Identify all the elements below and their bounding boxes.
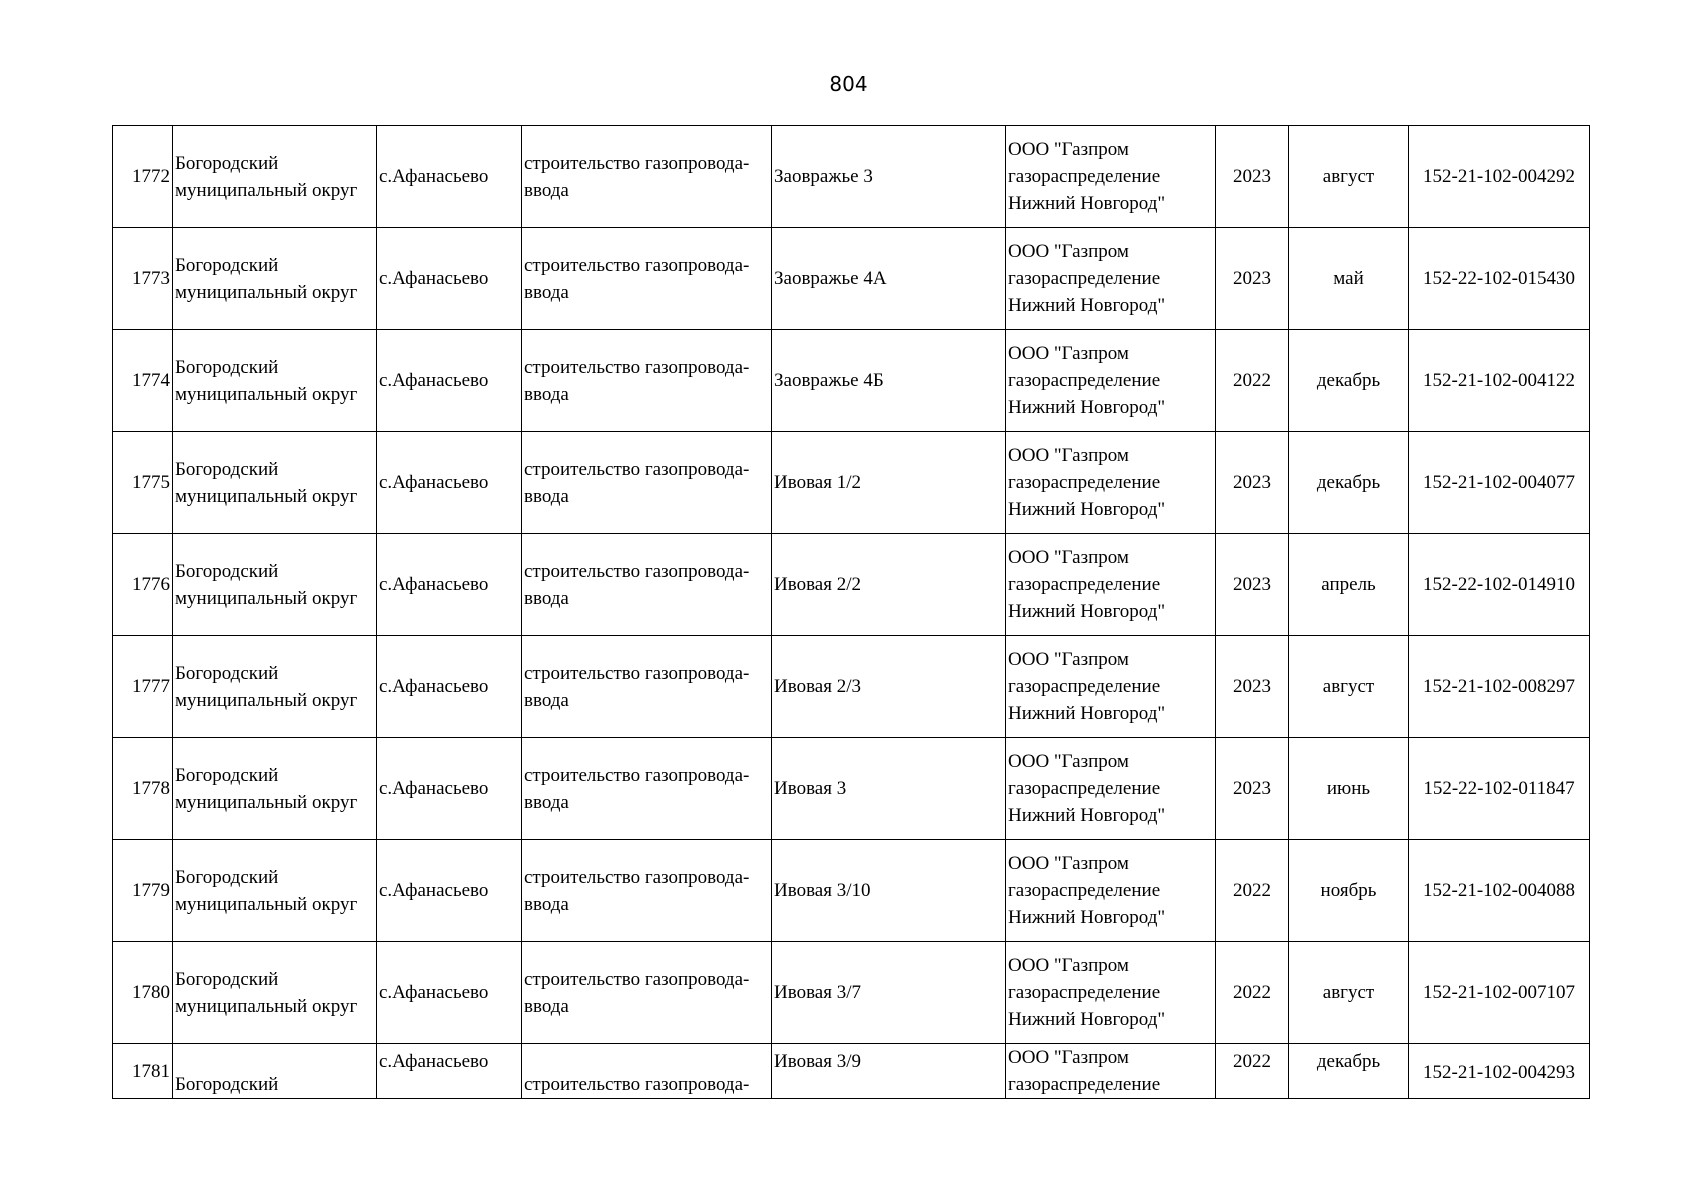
address-cell xyxy=(772,534,1006,636)
organization-cell xyxy=(1006,432,1216,534)
org-line2: газораспределение xyxy=(1008,880,1161,901)
org-line2: газораспределение xyxy=(1008,676,1161,697)
code: 152-21-102-007107 xyxy=(1423,982,1575,1003)
locality: с.Афанасьево xyxy=(379,676,489,697)
address: Ивовая 3/7 xyxy=(774,982,861,1003)
year: 2023 xyxy=(1233,166,1271,187)
locality: с.Афанасьево xyxy=(379,268,489,289)
district-cell xyxy=(173,942,377,1044)
address-cell xyxy=(772,840,1006,942)
org-line2: газораспределение xyxy=(1008,370,1161,391)
district-line1: Богородский xyxy=(175,968,279,990)
code-cell xyxy=(1409,840,1590,942)
district-line2: муниципальный округ xyxy=(175,689,358,711)
table-row xyxy=(113,738,1590,840)
district-line2: муниципальный округ xyxy=(175,587,358,609)
locality: с.Афанасьево xyxy=(379,1051,489,1072)
district-cell xyxy=(173,534,377,636)
page-number: 804 xyxy=(829,72,868,96)
locality-cell xyxy=(377,228,522,330)
year: 2023 xyxy=(1233,268,1271,289)
month: май xyxy=(1333,268,1364,289)
address-cell xyxy=(772,432,1006,534)
num: 1779 xyxy=(132,880,170,901)
locality: с.Афанасьево xyxy=(379,370,489,391)
district-line2: муниципальный округ xyxy=(175,485,358,507)
address-cell xyxy=(772,126,1006,228)
month: август xyxy=(1322,166,1375,187)
org-line1: ООО "Газпром xyxy=(1008,649,1129,670)
year-cell xyxy=(1216,840,1289,942)
month: декабрь xyxy=(1316,472,1381,493)
locality-cell xyxy=(377,840,522,942)
locality-cell xyxy=(377,330,522,432)
code-cell xyxy=(1409,534,1590,636)
gasification-register-table xyxy=(112,125,1590,1099)
organization-cell xyxy=(1006,126,1216,228)
org-line3: Нижний Новгород" xyxy=(1008,295,1166,316)
org-line2: газораспределение xyxy=(1008,268,1161,289)
month: август xyxy=(1322,982,1375,1003)
district-cell xyxy=(173,228,377,330)
code-cell xyxy=(1409,126,1590,228)
month: август xyxy=(1322,676,1375,697)
address-cell xyxy=(772,228,1006,330)
organization-cell xyxy=(1006,1044,1216,1099)
work-line1: строительство газопровода- xyxy=(524,1074,750,1095)
district-cell xyxy=(173,330,377,432)
work-line1: строительство газопровода- xyxy=(524,764,750,786)
district-cell xyxy=(173,432,377,534)
year: 2023 xyxy=(1233,676,1271,697)
code: 152-21-102-004088 xyxy=(1423,880,1575,901)
work-line1: строительство газопровода- xyxy=(524,356,750,378)
locality-cell xyxy=(377,738,522,840)
code: 152-21-102-004293 xyxy=(1423,1061,1575,1083)
org-line3: Нижний Новгород" xyxy=(1008,193,1166,214)
locality: с.Афанасьево xyxy=(379,982,489,1003)
code-cell xyxy=(1409,228,1590,330)
year: 2023 xyxy=(1233,574,1271,595)
code-cell xyxy=(1409,636,1590,738)
work-type-cell xyxy=(522,330,772,432)
row-number xyxy=(113,432,173,534)
district-line2: муниципальный округ xyxy=(175,893,358,915)
code: 152-21-102-004292 xyxy=(1423,166,1575,187)
work-type-cell xyxy=(522,942,772,1044)
year-cell xyxy=(1216,738,1289,840)
month: ноябрь xyxy=(1320,880,1377,901)
table-row xyxy=(113,942,1590,1044)
table-body xyxy=(113,126,1590,1099)
table-row xyxy=(113,534,1590,636)
code-cell xyxy=(1409,432,1590,534)
district-line1: Богородский xyxy=(175,152,279,174)
code-cell xyxy=(1409,738,1590,840)
work-type-cell xyxy=(522,228,772,330)
locality: с.Афанасьево xyxy=(379,472,489,493)
code: 152-22-102-011847 xyxy=(1423,778,1575,799)
address: Заовражье 4Б xyxy=(774,370,884,391)
org-line1: ООО "Газпром xyxy=(1008,853,1129,874)
locality-cell xyxy=(377,534,522,636)
address: Ивовая 2/2 xyxy=(774,574,861,595)
work-type-cell xyxy=(522,1044,772,1099)
locality-cell xyxy=(377,126,522,228)
work-line1: строительство газопровода- xyxy=(524,254,750,276)
row-number xyxy=(113,636,173,738)
district-cell xyxy=(173,126,377,228)
work-line1: строительство газопровода- xyxy=(524,560,750,582)
work-line2: ввода xyxy=(524,587,569,609)
locality-cell xyxy=(377,636,522,738)
work-line1: строительство газопровода- xyxy=(524,152,750,174)
district-cell xyxy=(173,840,377,942)
address-cell xyxy=(772,1044,1006,1099)
row-number xyxy=(113,330,173,432)
district-line1: Богородский xyxy=(175,1074,279,1095)
year: 2022 xyxy=(1233,982,1271,1003)
work-line2: ввода xyxy=(524,995,569,1017)
org-line3: Нижний Новгород" xyxy=(1008,397,1166,418)
district-cell xyxy=(173,1044,377,1099)
code: 152-22-102-014910 xyxy=(1423,574,1575,595)
table-row xyxy=(113,1044,1590,1099)
district-line1: Богородский xyxy=(175,356,279,378)
locality: с.Афанасьево xyxy=(379,880,489,901)
year: 2022 xyxy=(1233,880,1271,901)
row-number xyxy=(113,534,173,636)
work-line1: строительство газопровода- xyxy=(524,458,750,480)
row-number xyxy=(113,840,173,942)
row-number xyxy=(113,738,173,840)
org-line2: газораспределение xyxy=(1008,778,1161,799)
district-line2: муниципальный округ xyxy=(175,383,358,405)
work-line1: строительство газопровода- xyxy=(524,968,750,990)
code: 152-21-102-004122 xyxy=(1423,370,1575,391)
address: Ивовая 3 xyxy=(774,778,847,799)
organization-cell xyxy=(1006,330,1216,432)
locality-cell xyxy=(377,1044,522,1099)
year-cell xyxy=(1216,432,1289,534)
year: 2023 xyxy=(1233,778,1271,799)
year-cell xyxy=(1216,534,1289,636)
district-line1: Богородский xyxy=(175,662,279,684)
district-line2: муниципальный округ xyxy=(175,791,358,813)
code-cell xyxy=(1409,330,1590,432)
address-cell xyxy=(772,636,1006,738)
work-line2: ввода xyxy=(524,689,569,711)
district-line1: Богородский xyxy=(175,866,279,888)
org-line1: ООО "Газпром xyxy=(1008,955,1129,976)
year-cell xyxy=(1216,126,1289,228)
month-cell xyxy=(1289,636,1409,738)
work-line1: строительство газопровода- xyxy=(524,866,750,888)
month-cell xyxy=(1289,126,1409,228)
num: 1781 xyxy=(132,1060,170,1082)
year: 2022 xyxy=(1233,1051,1271,1072)
work-line2: ввода xyxy=(524,383,569,405)
work-type-cell xyxy=(522,636,772,738)
work-line2: ввода xyxy=(524,485,569,507)
org-line1: ООО "Газпром xyxy=(1008,343,1129,364)
org-line1: ООО "Газпром xyxy=(1008,445,1129,466)
month: июнь xyxy=(1326,778,1371,799)
district-line1: Богородский xyxy=(175,560,279,582)
num: 1780 xyxy=(132,982,170,1003)
locality: с.Афанасьево xyxy=(379,574,489,595)
year-cell xyxy=(1216,1044,1289,1099)
organization-cell xyxy=(1006,840,1216,942)
num: 1773 xyxy=(132,268,170,289)
year-cell xyxy=(1216,228,1289,330)
district-cell xyxy=(173,738,377,840)
work-line2: ввода xyxy=(524,281,569,303)
org-line2: газораспределение xyxy=(1008,1074,1161,1095)
district-line2: муниципальный округ xyxy=(175,995,358,1017)
district-line1: Богородский xyxy=(175,458,279,480)
org-line3: Нижний Новгород" xyxy=(1008,703,1166,724)
organization-cell xyxy=(1006,534,1216,636)
locality-cell xyxy=(377,942,522,1044)
work-line2: ввода xyxy=(524,791,569,813)
table-row xyxy=(113,228,1590,330)
work-type-cell xyxy=(522,840,772,942)
month: декабрь xyxy=(1316,370,1381,391)
address: Ивовая 3/10 xyxy=(774,880,871,901)
work-line2: ввода xyxy=(524,179,569,201)
address-cell xyxy=(772,330,1006,432)
num: 1778 xyxy=(132,778,170,799)
table-row xyxy=(113,126,1590,228)
work-line2: ввода xyxy=(524,893,569,915)
org-line1: ООО "Газпром xyxy=(1008,751,1129,772)
org-line3: Нижний Новгород" xyxy=(1008,907,1166,928)
org-line1: ООО "Газпром xyxy=(1008,241,1129,262)
work-type-cell xyxy=(522,432,772,534)
address: Ивовая 1/2 xyxy=(774,472,861,493)
month: апрель xyxy=(1321,574,1376,595)
year-cell xyxy=(1216,636,1289,738)
org-line1: ООО "Газпром xyxy=(1008,547,1129,568)
work-type-cell xyxy=(522,738,772,840)
code-cell xyxy=(1409,942,1590,1044)
locality: с.Афанасьево xyxy=(379,166,489,187)
org-line1: ООО "Газпром xyxy=(1008,139,1129,160)
organization-cell xyxy=(1006,636,1216,738)
work-type-cell xyxy=(522,126,772,228)
address: Заовражье 4А xyxy=(774,268,887,289)
num: 1775 xyxy=(132,472,170,493)
code: 152-21-102-008297 xyxy=(1423,676,1575,697)
org-line3: Нижний Новгород" xyxy=(1008,601,1166,622)
code-cell xyxy=(1409,1044,1590,1099)
table-row xyxy=(113,432,1590,534)
org-line2: газораспределение xyxy=(1008,472,1161,493)
year-cell xyxy=(1216,330,1289,432)
num: 1777 xyxy=(132,676,170,697)
month-cell xyxy=(1289,942,1409,1044)
organization-cell xyxy=(1006,942,1216,1044)
address: Ивовая 2/3 xyxy=(774,676,861,697)
year: 2023 xyxy=(1233,472,1271,493)
month-cell xyxy=(1289,330,1409,432)
address: Ивовая 3/9 xyxy=(774,1051,861,1072)
year-cell xyxy=(1216,942,1289,1044)
row-number xyxy=(113,1044,173,1099)
code: 152-22-102-015430 xyxy=(1423,268,1575,289)
row-number xyxy=(113,942,173,1044)
table-row xyxy=(113,330,1590,432)
district-line2: муниципальный округ xyxy=(175,179,358,201)
district-cell xyxy=(173,636,377,738)
organization-cell xyxy=(1006,738,1216,840)
locality-cell xyxy=(377,432,522,534)
work-type-cell xyxy=(522,534,772,636)
address-cell xyxy=(772,942,1006,1044)
org-line2: газораспределение xyxy=(1008,166,1161,187)
org-line3: Нижний Новгород" xyxy=(1008,805,1166,826)
month-cell xyxy=(1289,432,1409,534)
district-line2: муниципальный округ xyxy=(175,281,358,303)
month: декабрь xyxy=(1316,1051,1381,1072)
code: 152-21-102-004077 xyxy=(1423,472,1575,493)
month-cell xyxy=(1289,1044,1409,1099)
year: 2022 xyxy=(1233,370,1271,391)
org-line3: Нижний Новгород" xyxy=(1008,499,1166,520)
table-row xyxy=(113,636,1590,738)
org-line2: газораспределение xyxy=(1008,982,1161,1003)
table-row xyxy=(113,840,1590,942)
row-number xyxy=(113,228,173,330)
month-cell xyxy=(1289,738,1409,840)
address: Заовражье 3 xyxy=(774,166,873,187)
num: 1776 xyxy=(132,574,170,595)
address-cell xyxy=(772,738,1006,840)
organization-cell xyxy=(1006,228,1216,330)
num: 1774 xyxy=(132,370,170,391)
month-cell xyxy=(1289,228,1409,330)
num: 1772 xyxy=(132,166,170,187)
month-cell xyxy=(1289,840,1409,942)
work-line1: строительство газопровода- xyxy=(524,662,750,684)
locality: с.Афанасьево xyxy=(379,778,489,799)
row-number xyxy=(113,126,173,228)
org-line1: ООО "Газпром xyxy=(1008,1047,1129,1068)
month-cell xyxy=(1289,534,1409,636)
district-line1: Богородский xyxy=(175,764,279,786)
org-line2: газораспределение xyxy=(1008,574,1161,595)
org-line3: Нижний Новгород" xyxy=(1008,1009,1166,1030)
district-line1: Богородский xyxy=(175,254,279,276)
